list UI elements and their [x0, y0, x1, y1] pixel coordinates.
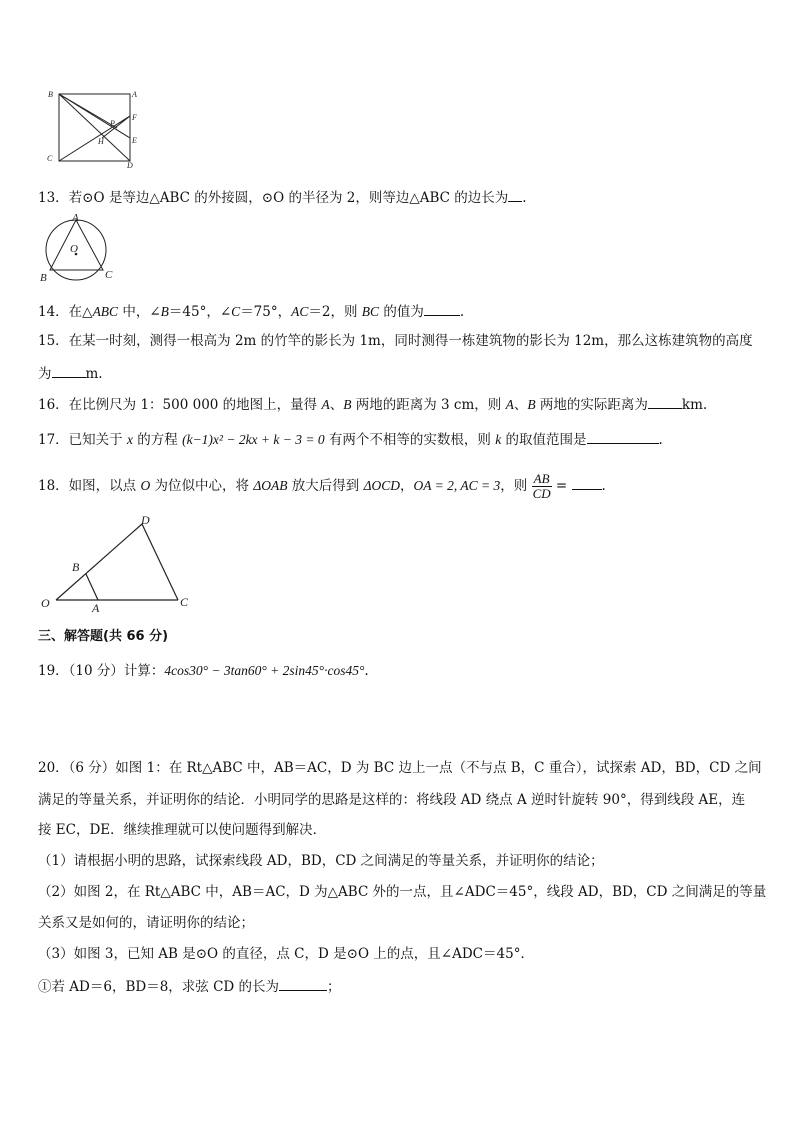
- q17-x: x: [126, 432, 133, 447]
- q13-end: .: [522, 190, 527, 206]
- section3-title: 三、解答题(共 66 分): [38, 629, 169, 644]
- answer-blank[interactable]: [279, 976, 327, 991]
- label-A: A: [72, 212, 79, 224]
- answer-blank[interactable]: [52, 363, 86, 378]
- question-20-sub3: [38, 944, 768, 964]
- section-title: [38, 627, 768, 647]
- label-H: H: [98, 137, 104, 146]
- frac-den: CD: [532, 486, 551, 501]
- question-16: [38, 394, 768, 415]
- q20-sub3a-end: ；: [327, 979, 341, 995]
- question-17: [38, 429, 768, 450]
- q15-line1: 15．在某一时刻，测得一根高为 2m 的竹竿的影长为 1m，同时测得一栋建筑物的影长为 12m，那么这栋建筑物的高度: [38, 333, 753, 349]
- q20-sub3a: ①若 AD＝6，BD＝8，求弦 CD 的长为: [38, 979, 280, 995]
- q16-a2: A: [505, 397, 514, 412]
- label-C: C: [105, 269, 113, 281]
- q18-mid2: 放大后得到: [287, 478, 364, 494]
- label-A: A: [132, 90, 137, 99]
- question-20-sub1: [38, 851, 768, 871]
- figure-similar-triangles: [38, 512, 198, 614]
- q17-pre: 17．已知关于: [38, 432, 127, 448]
- q20-line2: 满足的等量关系，并证明你的结论．小明同学的思路是这样的：将线段 AD 绕点 A 逆时针旋转 90°，得到线段 AE，连: [38, 792, 746, 808]
- label-D: D: [127, 161, 133, 168]
- answer-blank[interactable]: [648, 394, 682, 409]
- label-O: O: [70, 243, 78, 255]
- q17-mid3: 的取值范围是: [501, 432, 587, 448]
- q16-sep1: 、: [329, 397, 344, 413]
- q13-text: 13．若⊙O 是等边△ABC 的外接圆，⊙O 的半径为 2，则等边△ABC 的边长为: [38, 190, 509, 206]
- label-C: C: [180, 595, 189, 609]
- answer-blank[interactable]: [587, 429, 659, 444]
- question-20-line3: [38, 820, 768, 840]
- q20-sub3: （3）如图 3，已知 AB 是⊙O 的直径，点 C，D 是⊙O 上的点，且∠ADC＝45°．: [38, 946, 534, 962]
- q16-end: km.: [681, 397, 708, 413]
- q18-eq: =: [551, 478, 572, 494]
- answer-blank[interactable]: [572, 475, 602, 490]
- q20-line1: 20．（6 分）如图 1：在 Rt△ABC 中，AB＝AC，D 为 BC 边上一点（不与点 B，C 重合），试探索 AD，BD，CD 之间: [38, 760, 762, 776]
- q16-sep2: 、: [513, 397, 528, 413]
- q16-a: A: [321, 397, 330, 412]
- q16-mid: 两地的距离为 3 cm，则: [351, 397, 506, 413]
- q14-abc: ABC: [92, 304, 119, 319]
- q14-mid5: 的值为: [379, 304, 424, 320]
- q20-sub2a: （2）如图 2，在 Rt△ABC 中，AB＝AC，D 为△ABC 外的一点，且∠ADC＝45°，线段 AD，BD，CD 之间满足的等量: [38, 884, 767, 900]
- q14-mid1: 中，∠: [118, 304, 161, 320]
- question-14: [38, 301, 768, 322]
- figure-square: [40, 88, 145, 168]
- q18-end: .: [601, 478, 606, 494]
- answer-blank[interactable]: [424, 301, 460, 316]
- q18-mid: 为位似中心，将: [150, 478, 254, 494]
- q16-pre: 16．在比例尺为 1：500 000 的地图上，量得: [38, 397, 322, 413]
- question-19: [38, 661, 768, 681]
- q18-mid3: ，: [400, 478, 414, 494]
- q14-bc: BC: [361, 304, 380, 319]
- q20-sub2b: 关系又是如何的，请证明你的结论；: [38, 915, 254, 931]
- q14-b: B: [160, 304, 169, 319]
- question-15: [38, 331, 768, 351]
- label-D: D: [141, 513, 150, 527]
- q14-mid3: ＝75°，: [240, 304, 292, 320]
- q17-mid: 的方程: [132, 432, 183, 448]
- q20-line3: 接 EC，DE．继续推理就可以使问题得到解决．: [38, 822, 327, 838]
- q16-mid2: 两地的实际距离为: [535, 397, 648, 413]
- label-B: B: [40, 272, 47, 284]
- q17-k: k: [495, 432, 502, 447]
- question-20-line1: [38, 758, 768, 778]
- q14-ac: AC: [291, 304, 309, 319]
- question-20-sub3a: [38, 976, 768, 997]
- q14-end: .: [459, 304, 465, 320]
- q14-mid4: ＝2，则: [308, 304, 362, 320]
- label-P: P: [110, 119, 115, 128]
- q19-expression: 4cos30° − 3tan60° + 2sin45°·cos45°: [164, 663, 365, 678]
- answer-blank[interactable]: [508, 187, 522, 202]
- label-O: O: [41, 596, 50, 610]
- label-C: C: [47, 154, 53, 163]
- q16-b2: B: [527, 397, 536, 412]
- q14-c: C: [231, 304, 241, 319]
- q18-values: OA = 2, AC = 3: [413, 478, 501, 493]
- q20-sub1: （1）请根据小明的思路，试探索线段 AD，BD，CD 之间满足的等量关系，并证明你的结论；: [38, 853, 604, 869]
- q19-end: .: [364, 663, 369, 679]
- q14-pre: 14．在△: [38, 304, 93, 320]
- q17-end: .: [658, 432, 663, 448]
- question-15-cont: [38, 363, 768, 384]
- q15-end: m.: [85, 366, 103, 382]
- question-13: [38, 187, 768, 208]
- label-E: E: [132, 136, 137, 145]
- figure-circle-triangle: [38, 212, 118, 284]
- question-20-sub2b: [38, 913, 768, 933]
- label-B: B: [72, 560, 80, 574]
- q14-mid2: ＝45°，∠: [168, 304, 232, 320]
- frac-num: AB: [532, 472, 552, 487]
- q18-pre: 18．如图，以点: [38, 478, 141, 494]
- label-B: B: [48, 90, 53, 99]
- label-A: A: [92, 601, 100, 614]
- question-18: [38, 472, 768, 501]
- q18-triangle2: ΔOCD: [363, 478, 401, 493]
- q18-mid4: ，则: [500, 478, 532, 494]
- q17-mid2: 有两个不相等的实数根，则: [324, 432, 496, 448]
- question-20-sub2a: [38, 882, 768, 902]
- question-20-line2: [38, 790, 768, 810]
- q17-equation: (k−1)x² − 2kx + k − 3 = 0: [182, 432, 325, 447]
- q19-pre: 19．（10 分）计算：: [38, 663, 165, 679]
- q18-o: O: [140, 478, 151, 493]
- fraction-ab-cd: [532, 472, 552, 501]
- label-F: F: [132, 113, 137, 122]
- q18-triangle1: ΔOAB: [253, 478, 288, 493]
- q15-pre: 为: [38, 366, 52, 382]
- q16-b: B: [343, 397, 352, 412]
